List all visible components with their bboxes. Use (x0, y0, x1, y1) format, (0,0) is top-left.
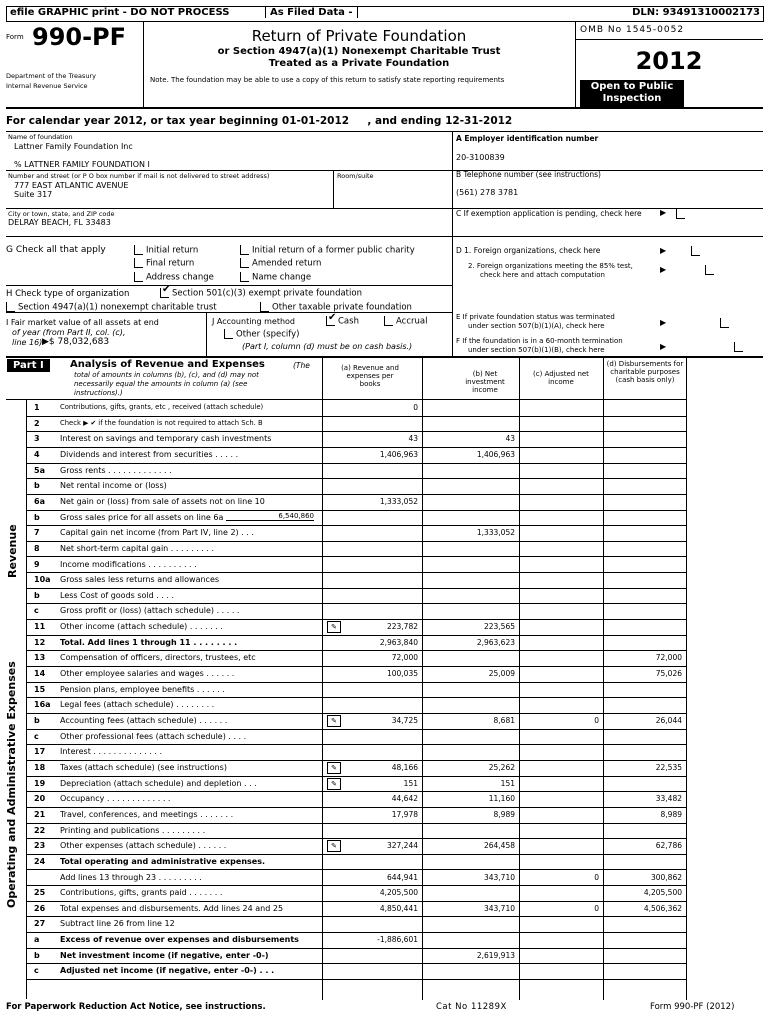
street-label: Number and street (or P O box number if mail is not delivered to street address) (8, 172, 270, 180)
col-a-cell: 644,941 (386, 872, 418, 882)
line-number: 24 (34, 856, 46, 866)
dept-line2: Internal Revenue Service (6, 82, 88, 90)
calendar-year-line: For calendar year 2012, or tax year beginning 01-01-2012 , and ending 12-31-2012 (6, 115, 513, 127)
h-4947[interactable]: Section 4947(a)(1) nonexempt charitable trust (6, 302, 217, 313)
col-d-cell: 8,989 (660, 809, 682, 819)
f-label2: under section 507(b)(1)(B), check here (468, 346, 605, 354)
h-other-taxable[interactable]: Other taxable private foundation (260, 302, 412, 313)
table-row (26, 838, 686, 854)
line-number: 16a (34, 700, 51, 710)
col-a-cell: 1,333,052 (379, 496, 418, 506)
col-d-cell: 72,000 (655, 653, 682, 663)
line-number: b (34, 481, 40, 491)
g-final[interactable]: Final return (134, 258, 194, 269)
f-checkbox[interactable] (734, 342, 743, 352)
table-row (26, 963, 686, 979)
line-label: Contributions, gifts, grants paid . . . . . . . (60, 888, 223, 898)
table-row (26, 807, 686, 823)
col-b-cell: 343,710 (483, 872, 515, 882)
table-row (26, 416, 686, 432)
line-label: Other employee salaries and wages . . . . . . (60, 669, 235, 679)
line-number: b (34, 950, 40, 960)
i-label3: line 16) (12, 338, 43, 347)
i-label2: of year (from Part II, col. (c), (12, 328, 126, 337)
line-number: 6a (34, 496, 45, 506)
side-label-expenses: Operating and Administrative Expenses (5, 661, 18, 908)
line-number: 20 (34, 794, 46, 804)
header-note: Note. The foundation may be able to use a copy of this return to satisfy state reporting requirements (150, 76, 505, 84)
col-a-cell: 72,000 (391, 653, 418, 663)
line-label: Other income (attach schedule) . . . . . . . (60, 622, 223, 632)
table-row (26, 478, 686, 494)
line-label: Income modifications . . . . . . . . . . (60, 559, 197, 569)
fmv-value: ▶$ 78,032,683 (42, 337, 110, 347)
line-label: Total. Add lines 1 through 11 . . . . . . . . (60, 637, 238, 647)
table-row (26, 588, 686, 604)
line-label: Pension plans, employee benefits . . . . . . (60, 684, 225, 694)
col-d-cell: 4,205,500 (643, 888, 682, 898)
part1-desc1: total of amounts in columns (b), (c), and (d) may not (74, 371, 259, 379)
line-number: 12 (34, 637, 46, 647)
table-row (26, 447, 686, 463)
attachment-icon[interactable]: ✎ (327, 715, 341, 727)
care-of: % LATTNER FAMILY FOUNDATION I (14, 160, 150, 169)
col-b-header: (b) Net investment income (465, 370, 505, 394)
line-label: Gross sales price for all assets on line 6a (60, 512, 224, 522)
j-cash[interactable]: ✔ Cash (326, 316, 359, 327)
e-label2: under section 507(b)(1)(A), check here (468, 322, 605, 330)
omb-number: OMB No 1545-0052 (580, 25, 685, 35)
line-label: Compensation of officers, directors, trustees, etc (60, 653, 256, 663)
table-row (26, 494, 686, 510)
col-d-cell: 26,044 (655, 716, 682, 725)
col-a-cell: 327,244 (386, 841, 418, 851)
form-subtitle2: Treated as a Private Foundation (268, 58, 450, 69)
street-line1: 777 EAST ATLANTIC AVENUE (14, 181, 129, 190)
c-exemption-label: C If exemption application is pending, check here (456, 209, 642, 218)
line-number: 5a (34, 465, 45, 475)
h-501c3[interactable]: ✔ Section 501(c)(3) exempt private foundation (160, 288, 362, 299)
col-a-cell: 4,205,500 (379, 888, 418, 898)
line-number: 1 (34, 403, 40, 412)
line-label: Gross rents . . . . . . . . . . . . . (60, 465, 172, 475)
d1-label: D 1. Foreign organizations, check here (456, 246, 601, 255)
line-number: 17 (34, 747, 46, 757)
line-label: Dividends and interest from securities . . . . . (60, 449, 239, 459)
line-number: c (34, 731, 39, 741)
line-label: Net investment income (if negative, enter -0-) (60, 950, 269, 960)
line-label: Total operating and administrative expenses. (60, 856, 265, 866)
room-label: Room/suite (337, 172, 374, 180)
col-a-cell: 17,978 (391, 809, 418, 819)
city-label: City or town, state, and ZIP code (8, 210, 115, 218)
col-b-cell: 1,406,963 (476, 449, 515, 459)
table-row (26, 650, 686, 666)
table-row (26, 729, 686, 745)
table-row (26, 619, 686, 635)
footer-paperwork: For Paperwork Reduction Act Notice, see instructions. (6, 1002, 266, 1012)
attachment-icon[interactable]: ✎ (327, 621, 341, 633)
side-label-revenue: Revenue (6, 524, 19, 578)
table-row (26, 932, 686, 948)
col-d-cell: 22,535 (655, 762, 682, 772)
j-other[interactable]: Other (specify) (224, 329, 299, 340)
line-number: 9 (34, 559, 40, 569)
table-row (26, 431, 686, 447)
col-a-cell: -1,886,601 (377, 935, 418, 945)
col-c-cell: 0 (594, 716, 599, 725)
col-a-cell: 151 (403, 778, 418, 788)
line-label: Adjusted net income (if negative, enter -0-) . . . (60, 966, 275, 976)
table-row (26, 791, 686, 807)
ein-label: A Employer identification number (456, 134, 599, 143)
line-label: Taxes (attach schedule) (see instructions) (60, 762, 227, 772)
g-label: G Check all that apply (6, 245, 106, 255)
form-number: 990-PF (32, 23, 127, 51)
part1-title-note: (The (293, 361, 310, 370)
table-row (26, 682, 686, 698)
line-number: 19 (34, 778, 46, 788)
col-b-cell: 43 (505, 434, 515, 444)
col-b-cell: 8,681 (493, 716, 515, 725)
col-a-cell: 2,963,840 (379, 637, 418, 647)
line-label: Excess of revenue over expenses and disbursements (60, 935, 299, 945)
attachment-icon[interactable]: ✎ (327, 762, 341, 774)
line-label: Printing and publications . . . . . . . . . (60, 825, 206, 835)
line-number: 21 (34, 809, 46, 819)
line-number: a (34, 935, 40, 945)
line-number: 8 (34, 543, 40, 553)
line-label: Check ▶ ✔ if the foundation is not required to attach Sch. B (60, 418, 263, 427)
line-number: 3 (34, 434, 40, 444)
table-row (26, 744, 686, 760)
d2-checkbox[interactable] (705, 265, 714, 275)
line-label: Add lines 13 through 23 . . . . . . . . . (60, 872, 202, 882)
col-b-cell: 11,160 (488, 794, 515, 804)
name-label: Name of foundation (8, 133, 73, 141)
efile-label: efile GRAPHIC print - DO NOT PROCESS (10, 7, 230, 18)
line-label: Gross sales less returns and allowances (60, 575, 220, 585)
line-number: 27 (34, 919, 46, 929)
g-amended[interactable]: Amended return (240, 258, 321, 269)
col-d-header: (d) Disbursements for charitable purposes (cash basis only) (606, 360, 684, 384)
col-c-cell: 0 (594, 903, 599, 913)
phone-label: B Telephone number (see instructions) (456, 170, 601, 179)
form-subtitle1: or Section 4947(a)(1) Nonexempt Charitable Trust (217, 46, 501, 57)
line-label: Subtract line 26 from line 12 (60, 919, 175, 929)
line-number: b (34, 512, 40, 522)
inline-amount: 6,540,860 (226, 512, 314, 521)
line-number: 15 (34, 684, 46, 694)
h-label: H Check type of organization (6, 289, 130, 299)
col-a-cell: 0 (413, 403, 418, 412)
line-number: 23 (34, 841, 46, 851)
g-name[interactable]: Name change (240, 272, 311, 283)
phone-value: (561) 278 3781 (456, 188, 519, 197)
col-b-cell: 8,989 (493, 809, 515, 819)
line-label: Interest on savings and temporary cash investments (60, 434, 272, 444)
table-row (26, 776, 686, 792)
part1-desc2: necessarily equal the amounts in column (a) (see (74, 380, 248, 388)
line-label: Less Cost of goods sold . . . . (60, 590, 175, 600)
line-label: Gross profit or (loss) (attach schedule) . . . . . (60, 606, 240, 616)
col-a-cell: 4,850,441 (379, 903, 418, 913)
d1-checkbox[interactable] (691, 246, 700, 256)
j-note: (Part I, column (d) must be on cash basis.) (242, 342, 413, 351)
filed-label: As Filed Data - (265, 7, 358, 18)
line-label: Net rental income or (loss) (60, 481, 167, 491)
col-a-cell: 34,725 (391, 716, 418, 725)
table-row (26, 400, 686, 416)
line-number: 22 (34, 825, 46, 835)
table-row (26, 572, 686, 588)
d2-label2: check here and attach computation (480, 271, 605, 279)
g-address[interactable]: Address change (134, 272, 214, 283)
col-d-cell: 33,482 (655, 794, 682, 804)
col-a-cell: 48,166 (391, 762, 418, 772)
col-c-cell: 0 (594, 872, 599, 882)
line-label: Other professional fees (attach schedule) . . . . (60, 731, 247, 741)
table-row (26, 885, 686, 901)
line-label: Other expenses (attach schedule) . . . . . . (60, 841, 227, 851)
table-row (26, 870, 686, 886)
line-number: b (34, 590, 40, 600)
table-row (26, 603, 686, 619)
foundation-name: Lattner Family Foundation Inc (14, 142, 133, 151)
line-number: 7 (34, 528, 40, 538)
col-a-cell: 44,642 (391, 794, 418, 804)
col-d-cell: 62,786 (655, 841, 682, 851)
col-a-cell: 223,782 (386, 622, 418, 632)
line-label: Total expenses and disbursements. Add lines 24 and 25 (60, 903, 284, 913)
table-row (26, 823, 686, 839)
line-label: Net short-term capital gain . . . . . . . . . (60, 543, 215, 553)
line-number: 25 (34, 888, 46, 898)
city-value: DELRAY BEACH, FL 33483 (8, 218, 111, 227)
line-label: Net gain or (loss) from sale of assets not on line 10 (60, 496, 265, 506)
col-a-cell: 43 (408, 434, 418, 444)
col-b-cell: 343,710 (483, 903, 515, 913)
dln: DLN: 93491310002173 (632, 7, 760, 18)
table-row (26, 760, 686, 776)
form-title: Return of Private Foundation (251, 27, 467, 45)
e-checkbox[interactable] (720, 318, 729, 328)
line-label: Interest . . . . . . . . . . . . . . (60, 747, 163, 757)
line-number: 18 (34, 762, 46, 772)
table-row (26, 525, 686, 541)
line-number: c (34, 966, 39, 976)
ein-value: 20-3100839 (456, 153, 505, 162)
table-row (26, 697, 686, 713)
line-number: 2 (34, 418, 40, 428)
line-number: 26 (34, 903, 46, 913)
top-strip (6, 6, 764, 22)
col-a-header: (a) Revenue and expenses per books (341, 364, 399, 388)
table-row (26, 463, 686, 479)
d2-label1: 2. Foreign organizations meeting the 85% test, (468, 262, 633, 270)
j-label: J Accounting method (212, 317, 296, 326)
e-label1: E If private foundation status was terminated (456, 313, 615, 321)
line-number: 14 (34, 669, 46, 679)
g-initial[interactable]: Initial return (134, 245, 198, 256)
street-line2: Suite 317 (14, 190, 53, 199)
line-label: Travel, conferences, and meetings . . . . . . . (60, 809, 234, 819)
form-prefix: Form (6, 33, 24, 41)
g-initial-former[interactable]: Initial return of a former public charity (240, 245, 415, 256)
col-b-cell: 264,458 (483, 841, 515, 851)
table-row (26, 901, 686, 917)
part1-desc3: instructions).) (74, 389, 123, 397)
dept-line1: Department of the Treasury (6, 72, 97, 80)
table-row (26, 916, 686, 932)
col-b-cell: 1,333,052 (476, 528, 515, 538)
table-row (26, 948, 686, 964)
j-accrual[interactable]: Accrual (384, 316, 427, 327)
part1-title: Analysis of Revenue and Expenses (70, 359, 265, 370)
line-label: Contributions, gifts, grants, etc , received (attach schedule) (60, 403, 264, 411)
f-label1: F If the foundation is in a 60-month termination (456, 337, 623, 345)
table-row (26, 635, 686, 651)
col-b-cell: 2,963,623 (476, 637, 515, 647)
col-b-cell: 25,009 (488, 669, 515, 679)
footer-cat: Cat No 11289X (436, 1002, 507, 1012)
table-row (26, 541, 686, 557)
footer-form: Form 990-PF (2012) (650, 1002, 735, 1012)
table-row (26, 713, 686, 729)
line-number: 4 (34, 449, 40, 459)
col-b-cell: 25,262 (488, 762, 515, 772)
col-b-cell: 2,619,913 (476, 950, 515, 960)
line-label: Legal fees (attach schedule) . . . . . . . . (60, 700, 215, 710)
col-a-cell: 100,035 (386, 669, 418, 679)
table-row (26, 666, 686, 682)
line-number: 13 (34, 653, 46, 663)
col-d-cell: 4,506,362 (643, 903, 682, 913)
line-number: 10a (34, 575, 51, 585)
tax-year: 2012 (635, 47, 703, 75)
line-label: Capital gain net income (from Part IV, line 2) . . . (60, 528, 254, 538)
c-checkbox[interactable] (676, 209, 685, 219)
line-label: Occupancy . . . . . . . . . . . . . (60, 794, 171, 804)
col-b-cell: 151 (500, 778, 515, 788)
part1-badge: Part I (7, 359, 50, 372)
public-inspection-badge: Open to Public Inspection (580, 80, 684, 107)
col-b-cell: 223,565 (483, 622, 515, 632)
col-d-cell: 300,862 (650, 872, 682, 882)
attachment-icon[interactable]: ✎ (327, 778, 341, 790)
col-d-cell: 75,026 (655, 669, 682, 679)
line-number: c (34, 606, 39, 616)
line-number: 11 (34, 622, 46, 632)
col-c-header: (c) Adjusted net income (533, 370, 589, 386)
table-row (26, 510, 686, 526)
table-row (26, 854, 686, 870)
line-number: b (34, 716, 40, 725)
i-label1: I Fair market value of all assets at end (6, 318, 159, 327)
attachment-icon[interactable]: ✎ (327, 840, 341, 852)
col-a-cell: 1,406,963 (379, 449, 418, 459)
line-label: Depreciation (attach schedule) and depletion . . . (60, 778, 257, 788)
table-row (26, 557, 686, 573)
line-label: Accounting fees (attach schedule) . . . . . . (60, 716, 228, 725)
